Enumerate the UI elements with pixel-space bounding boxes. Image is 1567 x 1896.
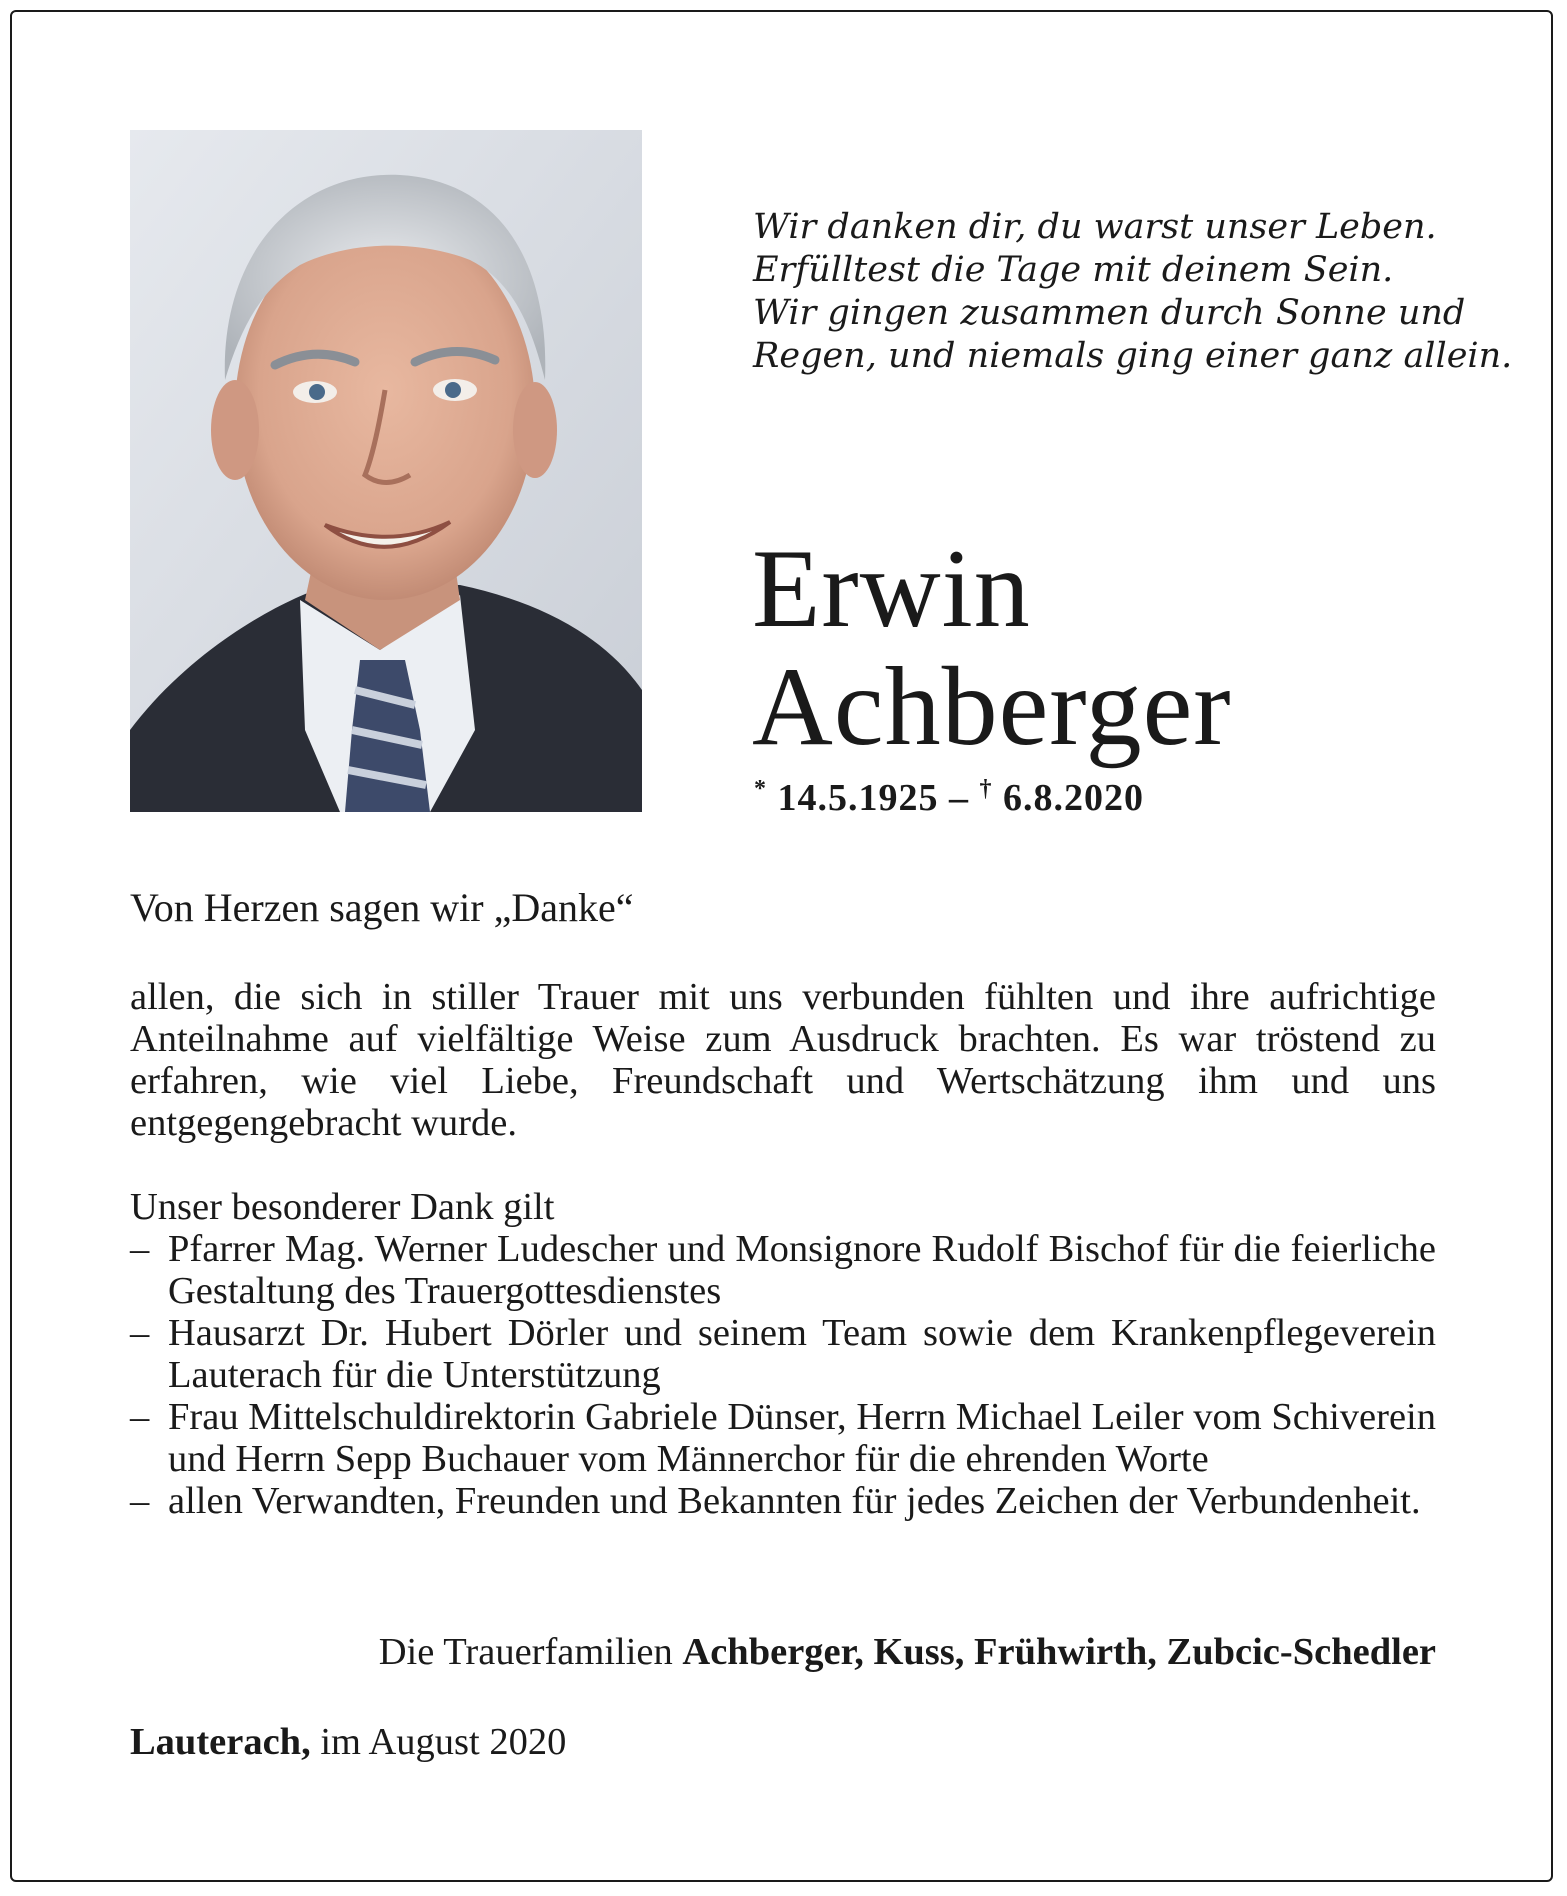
last-name: Achberger (752, 645, 1232, 769)
poem-line: Regen, und niemals ging einer ganz allein. (753, 336, 1513, 376)
thanks-list (130, 1228, 1436, 1522)
list-item (130, 1228, 1436, 1312)
intro-text: allen, die sich in stiller Trauer mit uns verbunden fühlten und ihre aufrichtige Anteilnahme auf vielfältige Weise zum Ausdruck brachten. Es war tröstend zu erfahren, wie viel Liebe, Freundschaft und Wertschätzung ihm und uns entgegengebracht wurde. (130, 976, 1436, 1144)
portrait-photo (130, 130, 642, 812)
list-item-text: Frau Mittelschuldirektorin Gabriele Dünser, Herrn Michael Leiler vom Schiverein und Herrn Sepp Buchauer vom Männerchor für die ehrenden Worte (168, 1396, 1436, 1480)
intro-paragraph (130, 976, 1436, 1144)
family-signature (379, 1630, 1436, 1674)
special-thanks-title-text: Unser besonderer Dank gilt (130, 1186, 555, 1228)
poem-line: Erfülltest die Tage mit deinem Sein. (753, 250, 1394, 290)
family-names: Achberger, Kuss, Frühwirth, Zubcic-Schedler (682, 1631, 1436, 1673)
first-name: Erwin (752, 527, 1031, 651)
list-item (130, 1480, 1436, 1522)
list-item-text: Pfarrer Mag. Werner Ludescher und Monsignore Rudolf Bischof für die feierliche Gestaltung des Trauergottesdienstes (168, 1228, 1436, 1312)
town-name: Lauterach, (130, 1721, 311, 1763)
dash-bullet: – (130, 1228, 150, 1270)
thanks-heading: Von Herzen sagen wir „Danke“ (130, 885, 634, 930)
poem-line: Wir danken dir, du warst unser Leben. (753, 207, 1437, 247)
dash-bullet: – (130, 1480, 150, 1522)
death-date: 6.8.2020 (1003, 777, 1144, 819)
death-symbol: † (979, 776, 993, 802)
poem-line: Wir gingen zusammen durch Sonne und (753, 293, 1466, 333)
signature-prefix: Die Trauerfamilien (378, 1631, 673, 1673)
place-and-date (130, 1720, 566, 1764)
birth-symbol: * (754, 776, 767, 802)
list-item-text: Hausarzt Dr. Hubert Dörler und seinem Team sowie dem Krankenpflegeverein Lauterach für die Unterstützung (168, 1312, 1436, 1396)
special-thanks-title (130, 1186, 1436, 1228)
month-year: im August 2020 (320, 1721, 567, 1763)
dash-bullet: – (130, 1396, 150, 1438)
birth-date: 14.5.1925 (777, 777, 939, 819)
life-dates (754, 776, 1144, 820)
list-item-text: allen Verwandten, Freunden und Bekannten für jedes Zeichen der Verbundenheit. (168, 1480, 1421, 1522)
list-item (130, 1396, 1436, 1480)
deceased-name (752, 527, 1232, 769)
date-separator: – (949, 777, 969, 819)
list-item (130, 1312, 1436, 1396)
dash-bullet: – (130, 1312, 150, 1354)
memorial-poem (753, 206, 1513, 378)
